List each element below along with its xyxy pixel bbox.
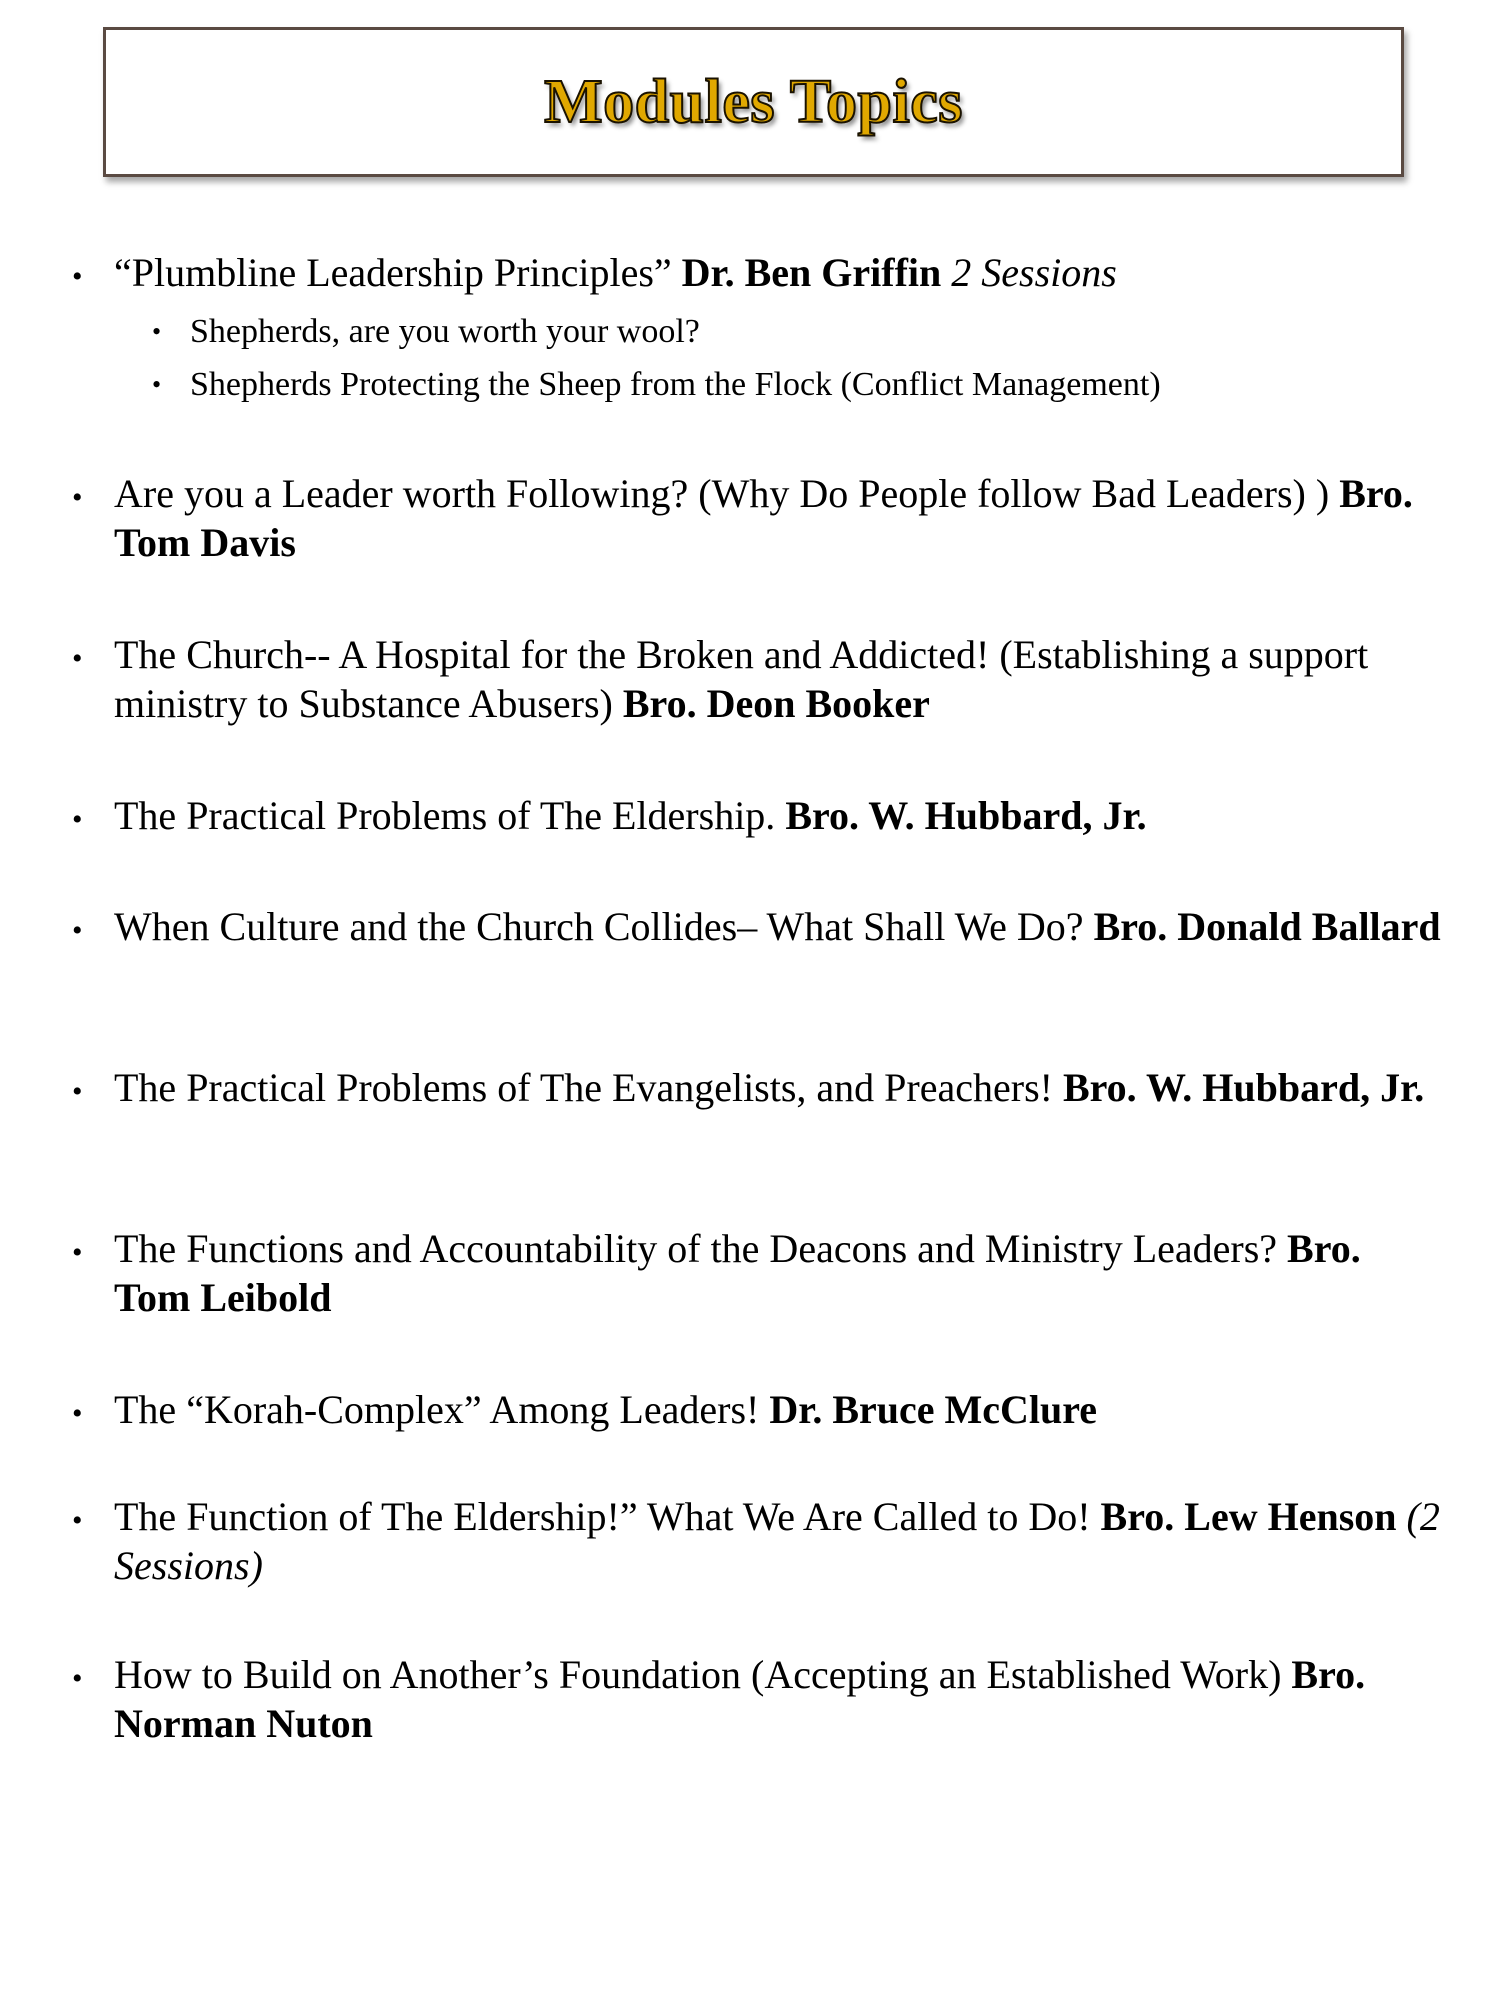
topic-speaker: Dr. Ben Griffin xyxy=(681,250,942,295)
topic-speaker: Bro. Tom Davis xyxy=(114,471,1413,565)
sub-bullet-icon: • xyxy=(152,370,162,399)
topic-text: “Plumbline Leadership Principles” xyxy=(114,250,682,295)
bullet-icon: • xyxy=(72,1662,83,1695)
topic-text: The “Korah-Complex” Among Leaders! xyxy=(114,1387,770,1432)
topic-subitem: Shepherds, are you worth your wool? xyxy=(190,313,700,350)
topic-speaker: Bro. Tom Leibold xyxy=(114,1226,1361,1320)
topic-text: Are you a Leader worth Following? (Why Do People follow Bad Leaders) ) xyxy=(114,471,1340,516)
topic-item xyxy=(114,630,1444,728)
topic-speaker: Bro. Norman Nuton xyxy=(114,1652,1366,1746)
bullet-icon: • xyxy=(72,914,83,947)
bullet-icon: • xyxy=(72,1075,83,1108)
topic-item xyxy=(114,469,1444,567)
topic-item xyxy=(114,1650,1444,1748)
bullet-icon: • xyxy=(72,260,83,293)
topic-speaker: Bro. W. Hubbard, Jr. xyxy=(1062,1065,1425,1110)
topic-speaker: Dr. Bruce McClure xyxy=(769,1387,1098,1432)
title-box xyxy=(103,27,1404,177)
topic-text: The Practical Problems of The Eldership. xyxy=(114,793,786,838)
topic-text: The Church-- A Hospital for the Broken and Addicted! (Establishing a support ministry to Substance Abusers) xyxy=(114,632,1369,726)
bullet-icon: • xyxy=(72,1236,83,1269)
bullet-icon: • xyxy=(72,1504,83,1537)
topic-item xyxy=(114,791,1444,840)
topic-text: The Functions and Accountability of the Deacons and Ministry Leaders? xyxy=(114,1226,1288,1271)
topic-text: The Function of The Eldership!” What We Are Called to Do! xyxy=(114,1494,1101,1539)
topic-note: 2 Sessions xyxy=(941,250,1117,295)
sub-bullet-icon: • xyxy=(152,317,162,346)
topic-speaker: Bro. W. Hubbard, Jr. xyxy=(785,793,1147,838)
topic-subitem: Shepherds Protecting the Sheep from the Flock (Conflict Management) xyxy=(190,366,1161,403)
topic-text: When Culture and the Church Collides– What Shall We Do? xyxy=(114,904,1094,949)
topic-item xyxy=(114,902,1444,951)
topic-note: (2 Sessions) xyxy=(114,1494,1440,1588)
bullet-icon: • xyxy=(72,1397,83,1430)
topic-speaker: Bro. Lew Henson xyxy=(1100,1494,1397,1539)
topic-item xyxy=(114,1385,1444,1434)
topic-speaker: Bro. Deon Booker xyxy=(622,681,930,726)
topic-item xyxy=(114,1063,1444,1112)
topic-text: The Practical Problems of The Evangelists, and Preachers! xyxy=(114,1065,1063,1110)
bullet-icon: • xyxy=(72,642,83,675)
topic-item xyxy=(114,248,1444,297)
topic-text: How to Build on Another’s Foundation (Accepting an Established Work) xyxy=(114,1652,1292,1697)
topic-item xyxy=(114,1224,1444,1322)
page-title: Modules Topics xyxy=(544,67,963,136)
topic-item xyxy=(114,1492,1444,1590)
bullet-icon: • xyxy=(72,803,83,836)
bullet-icon: • xyxy=(72,481,83,514)
topic-speaker: Bro. Donald Ballard xyxy=(1093,904,1441,949)
